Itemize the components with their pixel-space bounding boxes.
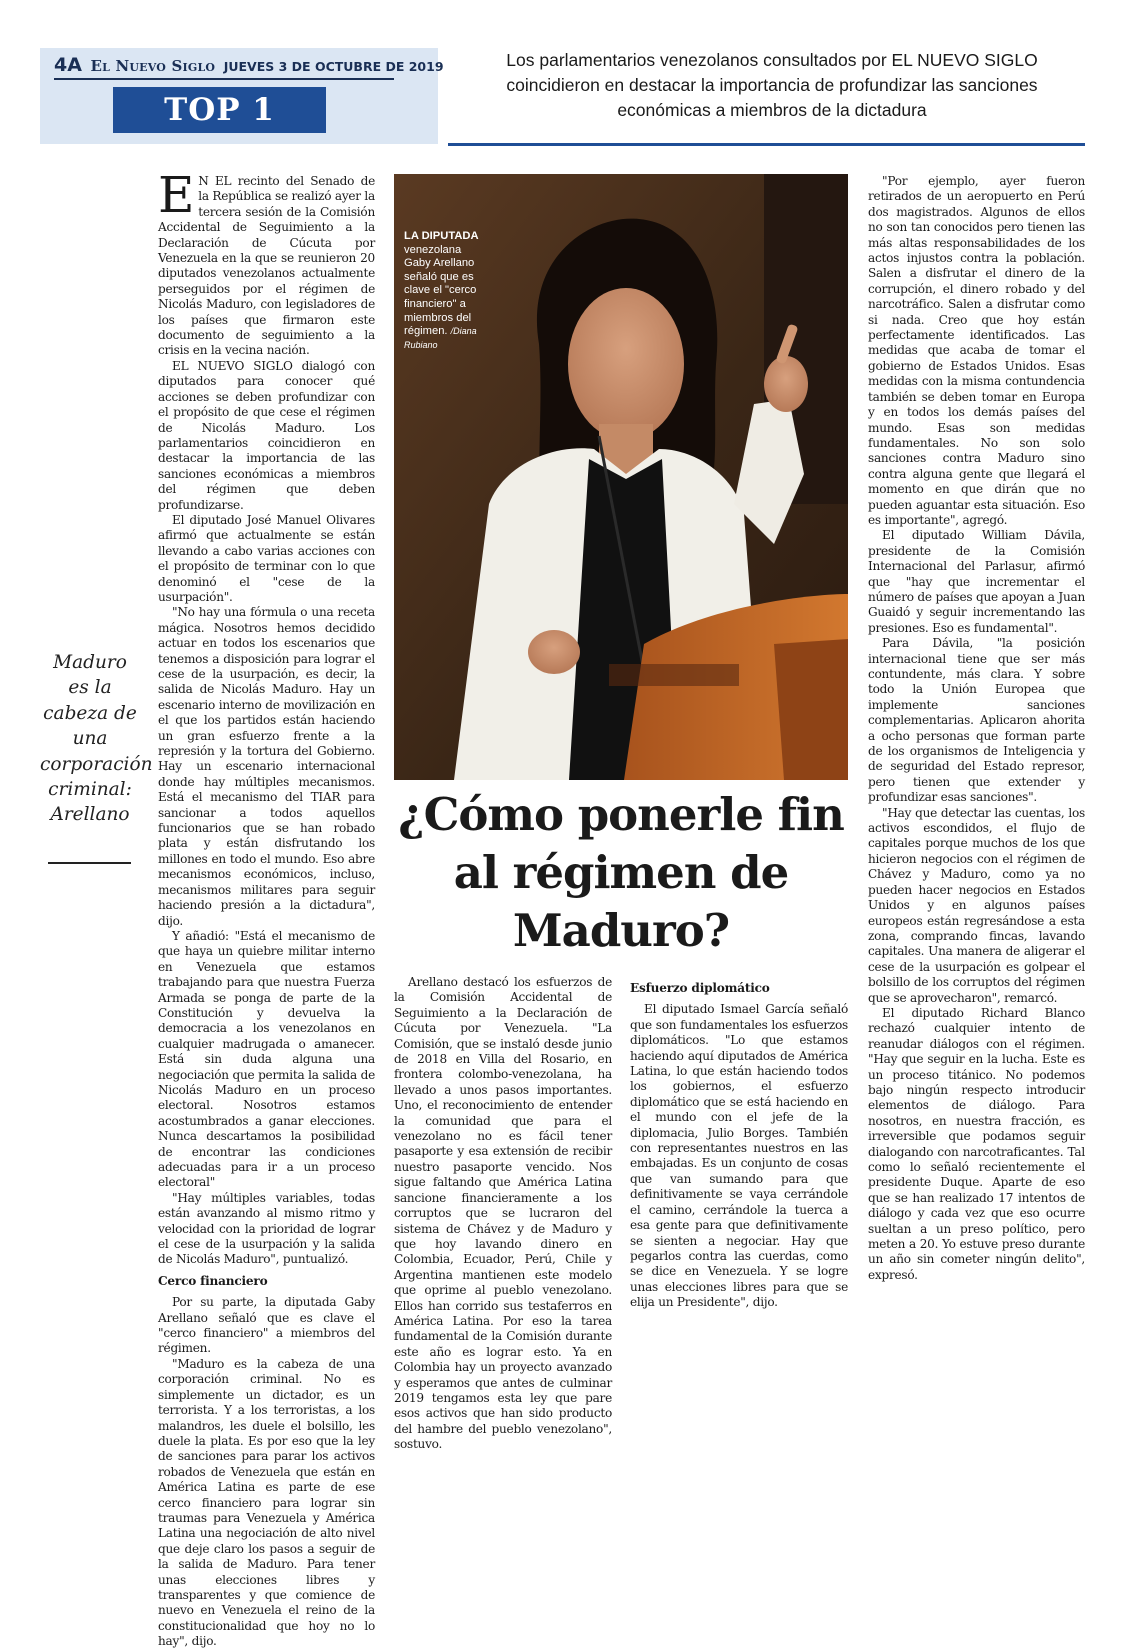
article-column-2	[394, 975, 612, 1453]
article-column-3	[630, 975, 848, 1311]
newspaper-name: El Nuevo Siglo	[90, 57, 216, 75]
deck-rule	[448, 143, 1085, 146]
article-paragraph: El diputado José Manuel Olivares afirmó que actualmente se están llevando a cabo varias acciones con el propósito de terminar con lo que denominó el "cese de la usurpación".	[158, 512, 375, 604]
deck-text: Los parlamentarios venezolanos consultados por EL NUEVO SIGLO coincidieron en destacar la importancia de profundizar las sanciones económicas a miembros de la dictadura	[506, 50, 1038, 120]
article-paragraph: Y añadió: "Está el mecanismo de que haya un quiebre militar interno en Venezuela que estamos trabajando para que nuestra Fuerza Armada se ponga de parte de la Constitución y devuelva la democracia a los venezolanos en cualquier madrugada o amanecer. Está sin duda alguna una negociación que permita la salida de Nicolás Maduro en un proceso electoral. Nosotros estamos acostumbrados a ganar elecciones. Nunca descartamos la posibilidad de encontrar las condiciones adecuadas para ir a un proceso electoral"	[158, 928, 375, 1190]
article-paragraph: EL NUEVO SIGLO dialogó con diputados para conocer qué acciones se deben profundizar con el propósito de que cese el régimen de Nicolás Maduro. Los parlamentarios coincidieron en destacar la importancia de las sanciones económicas a miembros del régimen que deben profundizarse.	[158, 358, 375, 512]
pull-quote-rule	[48, 862, 131, 864]
article-paragraph: "Hay múltiples variables, todas están avanzando al mismo ritmo y velocidad con la prioridad de lograr el cese de la usurpación y la salida de Nicolás Maduro", puntualizó.	[158, 1190, 375, 1267]
photo-caption	[404, 230, 486, 352]
caption-body: venezolana Gaby Arellano señaló que es clave el "cerco financiero" a miembros del régimen.	[404, 243, 477, 338]
article-paragraph: Para Dávila, "la posición internacional tiene que ser más contundente, más clara. Y sobre todo la Unión Europea que implemente sanciones complementarias. Aplicaron ahorita a ocho personas que forman parte de los organismos de Inteligencia y de seguridad del Estado represor, pero tienen que extender y profundizar esas sanciones".	[868, 636, 1085, 805]
article-paragraph: Arellano destacó los esfuerzos de la Comisión Accidental de Seguimiento a la Declaración de Cúcuta por Venezuela. "La Comisión, que se instaló desde junio de 2018 en Villa del Rosario, en frontera colombo-venezolana, ha llevado a unos pasos importantes. Uno, el reconocimiento de entender la comunidad que para el venezolano no es fácil tener pasaporte y esa extensión de recibir nuestro pasaporte vencido. Nos sigue faltando que América Latina sancione financieramente a los corruptos que se lucraron del sistema de Chávez y de Maduro y que hoy lavando dinero en Colombia, Ecuador, Perú, Chile y Argentina mantienen este modelo que oprime al pueblo venezolano. Ellos han corrido sus testaferros en América Latina. Por eso la tarea fundamental de la Comisión durante este año es lograr esto. Ya en Colombia hay un proyecto avanzado y esperamos que antes de culminar 2019 tengamos esta ley que pare esos activos que han sido producto del hambre del pueblo venezolano", sostuvo.	[394, 975, 612, 1452]
folio	[54, 54, 444, 76]
caption-lead: LA DIPUTADA	[404, 230, 479, 242]
article-paragraph: Por su parte, la diputada Gaby Arellano señaló que es clave el "cerco financiero" a miembros del régimen.	[158, 1295, 375, 1356]
header-rule	[54, 78, 394, 80]
article-paragraph: El diputado Richard Blanco rechazó cualquier intento de reanudar diálogos con el régimen. "Hay que seguir en la lucha. Este es un proceso titánico. No podemos bajo ningún respecto introducir elementos de diálogo. Para nosotros, en nuestra fracción, es irreversible que podamos seguir dialogando con narcotraficantes. Tal como lo señaló recientemente el presidente Duque. Aparte de eso que se han realizado 17 intentos de diálogo y cada vez que eso ocurre sueltan a un preso político, pero meten a 20. Yo estuve preso durante un año sin cometer ningún delito", expresó.	[868, 1005, 1085, 1282]
article-paragraph: "Hay que detectar las cuentas, los activos escondidos, el flujo de capitales porque muchos de los que hicieron negocios con el régimen de Chávez y Maduro, como ya no pueden hacer negocios en Estados Unidos y en algunos países europeos están regresándose a esta zona, comprando fincas, lavando capitales. Una manera de aligerar el cese de la usurpación es golpear el bolsillo de los corruptos del régimen que se aprovecharon", remarcó.	[868, 805, 1085, 1005]
drop-cap: E	[158, 166, 195, 224]
page-number: 4A	[54, 54, 82, 76]
article-paragraph: "Maduro es la cabeza de una corporación criminal. No es simplemente un dictador, es un terrorista. Y a los terroristas, a los malandros, les duele el bolsillo, les duele la plata. Es por eso que la ley de sanciones para parar los activos robados de Venezuela que están en América Latina es parte de ese cerco financiero para lograr sin traumas para Venezuela y América Latina una negociación de alto nivel que deje claro los pasos a seguir de la salida de Maduro. Para tener unas elecciones libres y transparentes y que comience de nuevo en Venezuela el reino de la constitucionalidad que hoy no lo hay", dijo.	[158, 1356, 375, 1649]
article-paragraph: El diputado William Dávila, presidente de la Comisión Internacional del Parlasur, afirmó que "hay que incrementar el número de países que apoyan a Juan Guaidó y seguir incrementando las presiones. Eso es fundamental".	[868, 528, 1085, 635]
photo-credit: /Diana Rubiano	[404, 326, 477, 350]
section-badge: TOP 1	[113, 87, 326, 133]
pull-quote: Maduro es la cabeza de una corporación criminal: Arellano	[40, 652, 153, 826]
subhead-esfuerzo-diplomatico: Esfuerzo diplomático	[630, 981, 770, 995]
issue-date: JUEVES 3 DE OCTUBRE DE 2019	[223, 59, 444, 74]
article-paragraph: "No hay una fórmula o una receta mágica. Nosotros hemos decidido actuar en todos los escenarios que tenemos a disposición para lograr el cese de la usurpación, es decir, la salida de Nicolás Maduro. Hay un escenario interno de movilización en el que los partidos están haciendo un gran esfuerzo frente a la represión y la tortura del Gobierno. Hay un escenario internacional donde hay múltiples mecanismos. Está el mecanismo del TIAR para sancionar a todos aquellos funcionarios que se han robado plata y están disfrutando los millones en todo el mundo. Eso abre mecanismos económicos, incluso, mecanismos militares para seguir haciendo presión a la dictadura", dijo.	[158, 605, 375, 928]
subhead-cerco-financiero: Cerco financiero	[158, 1273, 268, 1288]
article-paragraph: El diputado Ismael García señaló que son fundamentales los esfuerzos diplomáticos. "Lo que estamos haciendo aquí diputados de América Latina, lo que están haciendo todos los gobiernos, el esfuerzo diplomático que se está haciendo en el mundo con el jefe de la diplomacia, Julio Borges. También con representantes nuestros en las embajadas. Es un conjunto de cosas que van sumando para que definitivamente se vaya cerrándole el camino, cerrándole la tuerca a esa gente para que definitivamente se sienten a negociar. Hay que pegarlos contra las cuerdas, como se dice en Venezuela. Y se logre unas elecciones libres para que se elija un Presidente", dijo.	[630, 1002, 848, 1310]
headline: ¿Cómo ponerle fin al régimen de Maduro?	[398, 788, 844, 957]
article-paragraph: E N EL recinto del Senado de la República se realizó ayer la tercera sesión de la Comisión Accidental de Seguimiento a la Declaración de Cúcuta por Venezuela en la que se reunieron 20 diputados venezolanos actualmente perseguidos por el régimen de Nicolás Maduro, con legisladores de los países que firmaron este documento de seguimiento a la crisis en la vecina nación.	[158, 166, 376, 358]
article-column-1	[158, 166, 376, 1650]
article-column-4	[868, 174, 1085, 1283]
article-paragraph: "Por ejemplo, ayer fueron retirados de un aeropuerto en Perú dos magistrados. Algunos de ellos no son tan conocidos pero tienen las más altas responsabilidades de los actos injustos contra la población. Salen a disfrutar el dinero de la corrupción, el dinero robado y del narcotráfico. Salen a disfrutar como si nada. Creo que hoy están perfectamente identificados. Las medidas que acaba de tomar el gobierno de Estados Unidos. Esas medidas con la misma contundencia también se deben tomar en Europa y en todos los demás países del mundo. Esas son medidas fundamentales. No son solo sanciones contra Maduro sino contra alguna gente que llegará el momento en que dirán que no pueden aguantar esta situación. Eso es importante", agregó.	[868, 174, 1085, 527]
